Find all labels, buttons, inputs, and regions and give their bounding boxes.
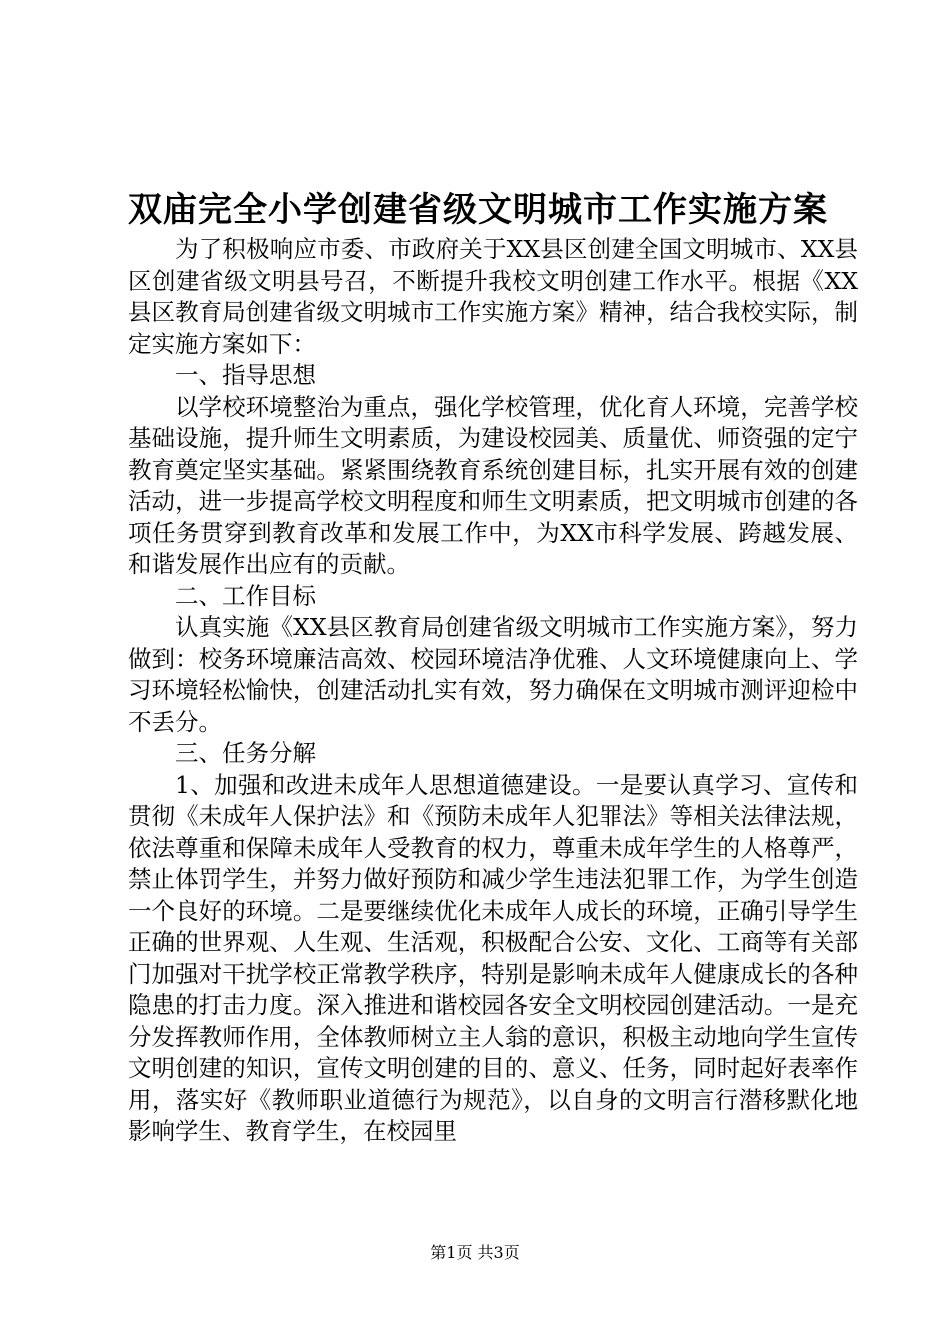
section-heading-work-goals: 二、工作目标 [175, 581, 316, 610]
document-title: 双庙完全小学创建省级文明城市工作实施方案 [128, 190, 828, 230]
section-text-guiding-ideology: 以学校环境整治为重点，强化学校管理，优化育人环境，完善学校基础设施，提升师生文明素质，为建设校园美、质量优、师资强的定宁教育奠定坚实基础。紧紧围绕教育系统创建目标，扎实开展有效的创建活动，进一步提高学校文明程度和师生文明素质，把文明城市创建的各项任务贯穿到教育改革和发展工作中，为XX市科学发展、跨越发展、和谐发展作出应有的贡献。 [128, 392, 858, 578]
intro-paragraph: 为了积极响应市委、市政府关于XX县区创建全国文明城市、XX县区创建省级文明县号召，不断提升我校文明创建工作水平。根据《XX县区教育局创建省级文明城市工作实施方案》精神，结合我校实际，制定实施方案如下： [128, 235, 858, 358]
section-heading-task-breakdown: 三、任务分解 [175, 739, 316, 767]
section-text-work-goals: 认真实施《XX县区教育局创建省级文明城市工作实施方案》，努力做到：校务环境廉洁高效、校园环境洁净优雅、人文环境健康向上、学习环境轻松愉快，创建活动扎实有效，努力确保在文明城市测评迎检中不丢分。 [128, 613, 858, 736]
document-body [128, 234, 858, 1148]
section-heading-guiding-ideology: 一、指导思想 [175, 361, 316, 389]
page-footer: 第1页 共3页 [430, 1243, 520, 1262]
section-text-task-breakdown: 1、加强和改进未成年人思想道德建设。一是要认真学习、宣传和贯彻《未成年人保护法》和《预防未成年人犯罪法》等相关法律法规，依法尊重和保障未成年人受教育的权力，尊重未成年学生的人格尊严，禁止体罚学生，并努力做好预防和减少学生违法犯罪工作，为学生创造一个良好的环境。二是要继续优化未成年人成长的环境，正确引导学生正确的世界观、人生观、生活观，积极配合公安、文化、工商等有关部门加强对干扰学校正常教学秩序，特别是影响未成年人健康成长的各种隐患的打击力度。深入推进和谐校园各安全文明校园创建活动。一是充分发挥教师作用，全体教师树立主人翁的意识，积极主动地向学生宣传文明创建的知识，宣传文明创建的目的、意义、任务，同时起好表率作用，落实好《教师职业道德行为规范》，以自身的文明言行潜移默化地影响学生、教育学生，在校园里 [128, 770, 858, 1145]
